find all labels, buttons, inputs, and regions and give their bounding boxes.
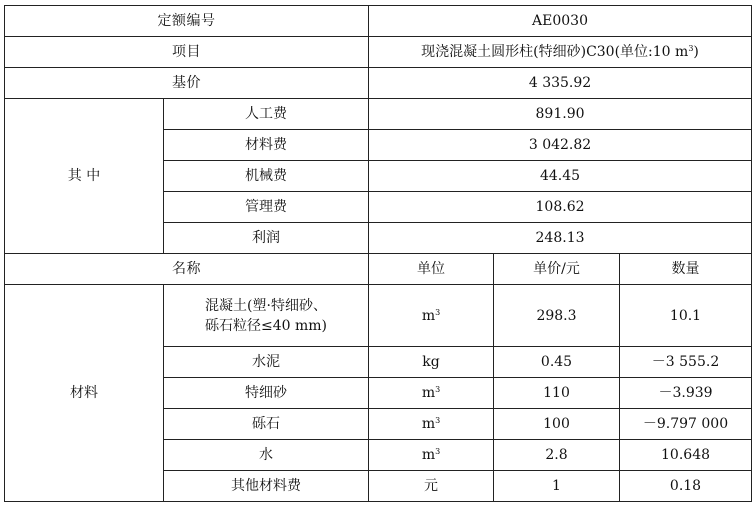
material-unit-superscript: 3 xyxy=(435,385,441,394)
material-unit xyxy=(369,378,494,409)
among-item-value: 891.90 xyxy=(369,99,752,130)
among-item-name: 材料费 xyxy=(164,130,369,161)
column-header-quantity: 数量 xyxy=(620,254,752,285)
item-text: 现浇混凝土圆形柱(特细砂)C30(单位:10 m xyxy=(421,44,689,60)
material-quantity: 10.648 xyxy=(620,440,752,471)
item-label: 项目 xyxy=(5,37,369,68)
material-unit-superscript: 3 xyxy=(435,447,441,456)
base-price-label: 基价 xyxy=(5,68,369,99)
material-price: 0.45 xyxy=(494,347,620,378)
among-item-name: 人工费 xyxy=(164,99,369,130)
item-unit-superscript: 3 xyxy=(688,44,694,53)
material-price: 110 xyxy=(494,378,620,409)
material-row xyxy=(5,285,752,347)
material-name: 水 xyxy=(164,440,369,471)
column-header-row xyxy=(5,254,752,285)
material-unit-text: m xyxy=(421,416,436,432)
among-item-name: 利润 xyxy=(164,223,369,254)
material-unit-text: m xyxy=(421,385,436,401)
column-header-unit: 单位 xyxy=(369,254,494,285)
material-name: 其他材料费 xyxy=(164,471,369,502)
material-unit xyxy=(369,285,494,347)
among-row xyxy=(5,99,752,130)
among-item-value: 108.62 xyxy=(369,192,752,223)
quota-number-label: 定额编号 xyxy=(5,6,369,37)
material-unit xyxy=(369,471,494,502)
material-name: 砾石 xyxy=(164,409,369,440)
material-quantity: －9.797 000 xyxy=(620,409,752,440)
material-name: 特细砂 xyxy=(164,378,369,409)
material-quantity: 0.18 xyxy=(620,471,752,502)
among-item-name: 管理费 xyxy=(164,192,369,223)
material-price: 1 xyxy=(494,471,620,502)
base-price-value: 4 335.92 xyxy=(369,68,752,99)
materials-label: 材料 xyxy=(5,285,164,502)
item-close-paren: ) xyxy=(693,44,699,60)
material-unit-text: 元 xyxy=(424,478,438,494)
material-name-line2: 砾石粒径≤40 mm) xyxy=(204,317,327,334)
column-header-name: 名称 xyxy=(5,254,369,285)
material-unit-text: kg xyxy=(422,354,440,370)
material-unit xyxy=(369,409,494,440)
item-value xyxy=(369,37,752,68)
among-item-value: 248.13 xyxy=(369,223,752,254)
material-quantity: －3.939 xyxy=(620,378,752,409)
material-unit-text: m xyxy=(421,307,436,324)
material-unit xyxy=(369,440,494,471)
material-unit-superscript: 3 xyxy=(435,307,441,317)
quota-table xyxy=(4,5,752,502)
material-unit-superscript: 3 xyxy=(435,416,441,425)
column-header-unit-price: 单价/元 xyxy=(494,254,620,285)
material-name: 水泥 xyxy=(164,347,369,378)
material-quantity: －3 555.2 xyxy=(620,347,752,378)
material-price: 2.8 xyxy=(494,440,620,471)
material-unit-text: m xyxy=(421,447,436,463)
material-name-line1: 混凝土(塑·特细砂、 xyxy=(205,297,327,314)
base-price-row xyxy=(5,68,752,99)
quota-number-row xyxy=(5,6,752,37)
material-name xyxy=(164,285,369,347)
material-price: 100 xyxy=(494,409,620,440)
among-item-value: 44.45 xyxy=(369,161,752,192)
material-quantity: 10.1 xyxy=(620,285,752,347)
item-row xyxy=(5,37,752,68)
among-label: 其 中 xyxy=(5,99,164,254)
quota-number-value: AE0030 xyxy=(369,6,752,37)
material-unit xyxy=(369,347,494,378)
among-item-value: 3 042.82 xyxy=(369,130,752,161)
material-price: 298.3 xyxy=(494,285,620,347)
among-item-name: 机械费 xyxy=(164,161,369,192)
